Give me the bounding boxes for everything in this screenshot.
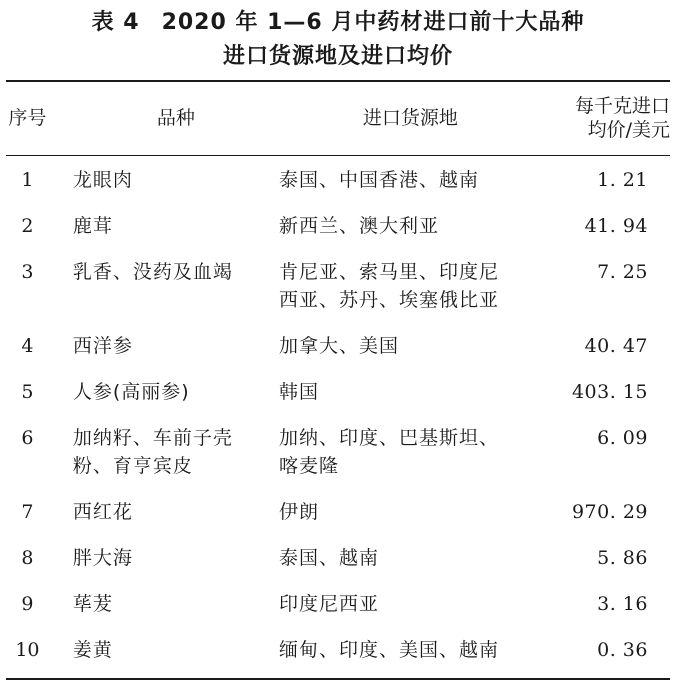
row-name: 胖大海 — [72, 546, 133, 569]
row-no: 3 — [21, 260, 34, 283]
header-row — [6, 81, 670, 155]
row-source-line: 加纳、印度、巴基斯坦、 — [278, 426, 499, 449]
header-name: 品种 — [49, 81, 279, 155]
header-price — [542, 81, 670, 155]
row-source: 韩国 — [278, 380, 319, 403]
table-title-main: 2020 年 1—6 月中药材进口前十大品种 — [161, 10, 585, 35]
row-source-line: 西亚、苏丹、埃塞俄比亚 — [278, 288, 499, 311]
row-source: 加拿大、美国 — [278, 334, 399, 357]
row-source — [279, 248, 542, 322]
row-name: 西洋参 — [72, 334, 133, 357]
table-header — [6, 81, 670, 155]
row-source: 泰国、中国香港、越南 — [278, 168, 479, 191]
table-row — [6, 488, 670, 534]
row-no: 7 — [21, 500, 34, 523]
table-row — [6, 414, 670, 488]
row-price: 41. 94 — [584, 214, 648, 237]
header-price-line-2: 均价/美元 — [587, 119, 670, 142]
row-no: 4 — [21, 334, 34, 357]
table-number: 表 4 — [91, 10, 140, 35]
table-body — [6, 155, 670, 679]
row-name: 人参(高丽参) — [72, 380, 190, 403]
header-source: 进口货源地 — [279, 81, 542, 155]
row-price: 7. 25 — [597, 260, 648, 283]
table-row — [6, 155, 670, 202]
row-no: 8 — [21, 546, 34, 569]
row-no: 1 — [21, 168, 34, 191]
row-name-line: 粉、育亨宾皮 — [72, 454, 193, 477]
table-row — [6, 368, 670, 414]
table-title — [0, 0, 676, 70]
row-source: 缅甸、印度、美国、越南 — [279, 626, 542, 679]
header-no: 序号 — [6, 81, 49, 155]
row-source: 泰国、越南 — [278, 546, 379, 569]
row-price: 970. 29 — [571, 500, 648, 523]
row-name — [49, 414, 279, 488]
row-price: 5. 86 — [597, 546, 648, 569]
row-name: 鹿茸 — [72, 214, 113, 237]
row-price: 0. 36 — [542, 626, 670, 679]
row-price: 403. 15 — [571, 380, 648, 403]
table-row — [6, 626, 670, 679]
row-no: 6 — [21, 426, 34, 449]
row-name-line: 加纳籽、车前子壳 — [72, 426, 233, 449]
row-price: 6. 09 — [597, 426, 648, 449]
row-price: 1. 21 — [597, 168, 648, 191]
row-name: 龙眼肉 — [72, 168, 133, 191]
table-row — [6, 534, 670, 580]
row-no: 9 — [21, 592, 34, 615]
table-row — [6, 322, 670, 368]
row-source: 新西兰、澳大利亚 — [278, 214, 439, 237]
row-source: 印度尼西亚 — [278, 592, 379, 615]
table-row — [6, 202, 670, 248]
table-title-line-2: 进口货源地及进口均价 — [222, 44, 453, 69]
row-price: 40. 47 — [584, 334, 648, 357]
row-no: 5 — [21, 380, 34, 403]
row-no: 10 — [6, 626, 49, 679]
row-no: 2 — [21, 214, 34, 237]
table-row — [6, 248, 670, 322]
table-row — [6, 580, 670, 626]
row-source-line: 肯尼亚、索马里、印度尼 — [278, 260, 499, 283]
row-name: 西红花 — [72, 500, 133, 523]
row-price: 3. 16 — [597, 592, 648, 615]
row-name: 姜黄 — [49, 626, 279, 679]
import-table — [6, 80, 670, 680]
header-price-line-1: 每千克进口 — [574, 95, 670, 118]
row-source — [279, 414, 542, 488]
row-source-line: 喀麦隆 — [278, 454, 339, 477]
row-name: 荜茇 — [72, 592, 113, 615]
table-title-line-1 — [0, 10, 676, 36]
row-name: 乳香、没药及血竭 — [72, 260, 233, 283]
row-source: 伊朗 — [278, 500, 319, 523]
